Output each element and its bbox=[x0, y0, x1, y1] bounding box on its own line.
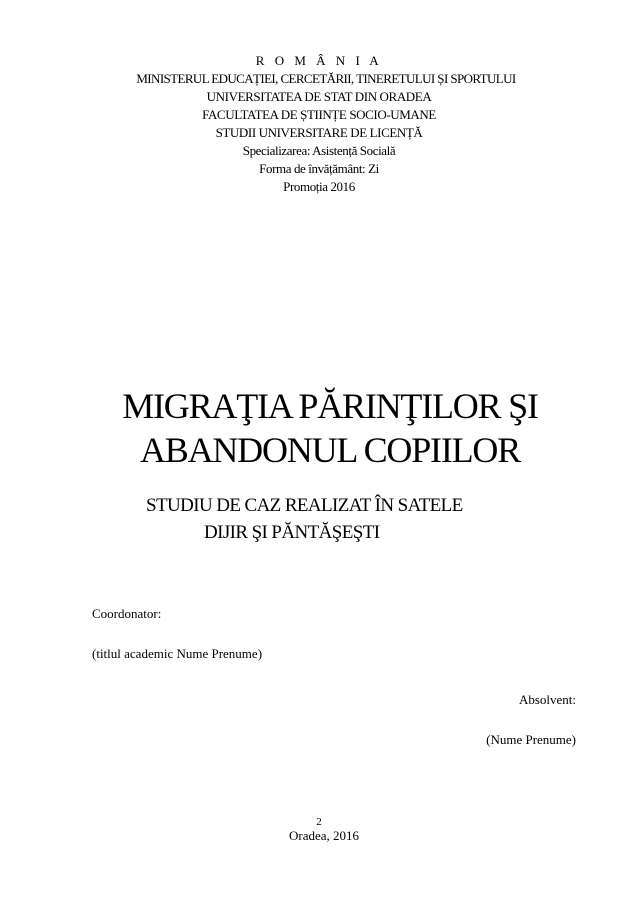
faculty-name: FACULTATEA DE ȘTIINȚE SOCIO-UMANE bbox=[202, 107, 436, 122]
studies-level: STUDII UNIVERSITARE DE LICENȚĂ bbox=[215, 125, 423, 140]
study-form: Forma de învățământ: Zi bbox=[259, 161, 379, 176]
coordinator-label: Coordonator: bbox=[92, 606, 162, 621]
ministry-name: MINISTERUL EDUCAȚIEI, CERCETĂRII, TINERETULUI ȘI SPORTULUI bbox=[136, 71, 516, 86]
document-header bbox=[0, 52, 638, 196]
graduate-name: (Nume Prenume) bbox=[486, 732, 576, 747]
graduate-label: Absolvent: bbox=[518, 692, 576, 707]
coordinator-name: (titlul academic Nume Prenume) bbox=[92, 646, 263, 661]
country-name: R O M Â N I A bbox=[255, 53, 383, 68]
university-name: UNIVERSITATEA DE STAT DIN ORADEA bbox=[206, 89, 432, 104]
thesis-subtitle-line-1: STUDIU DE CAZ REALIZAT ÎN SATELE bbox=[146, 495, 463, 516]
place-and-year: Oradea, 2016 bbox=[288, 828, 360, 843]
page-number: 2 bbox=[316, 816, 322, 828]
specialization: Specializarea: Asistență Socială bbox=[242, 143, 396, 158]
thesis-title-line-1: MIGRAŢIA PĂRINŢILOR ŞI bbox=[122, 386, 538, 426]
thesis-title bbox=[0, 384, 638, 472]
thesis-title-line-2: ABANDONUL COPIILOR bbox=[139, 430, 521, 470]
promotion-year: Promoția 2016 bbox=[283, 179, 355, 194]
thesis-subtitle-line-2: DIJIR ŞI PĂNTĂŞEŞTI bbox=[204, 522, 380, 543]
